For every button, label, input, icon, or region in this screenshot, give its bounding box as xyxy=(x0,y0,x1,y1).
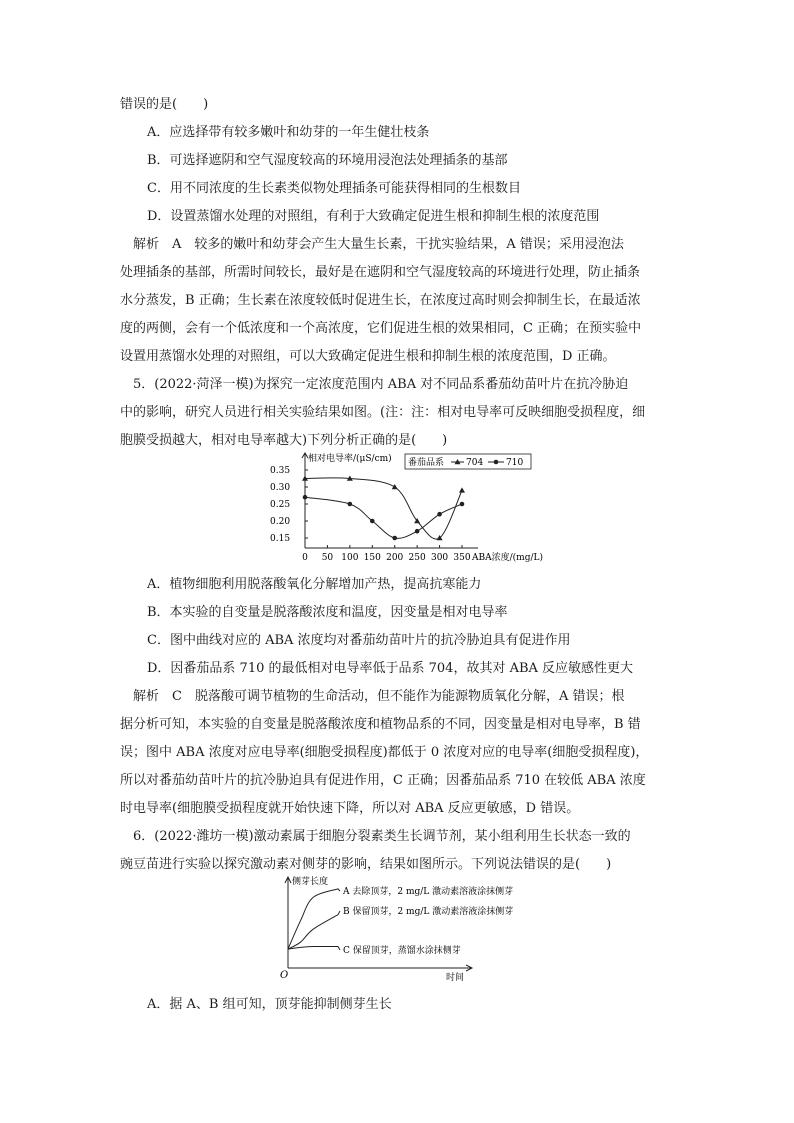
x-tick-label: 300 xyxy=(430,553,449,563)
y-tick-label: 0.35 xyxy=(270,466,291,476)
q5-stem-line: 5．(2022·菏泽一模)为探究一定浓度范围内 ABA 对不同品系番茄幼苗叶片在抗冷胁迫 xyxy=(133,377,629,392)
x-tick-label: 250 xyxy=(408,553,426,563)
q6-option-a: A．据 A、B 组可知，顶芽能抑制侧芽生长 xyxy=(147,997,392,1012)
series-line-710 xyxy=(305,497,462,538)
q4-stem-tail: 错误的是( ) xyxy=(120,97,209,112)
data-point-704 xyxy=(459,487,465,492)
q5-stem-line: 胞膜受损越大，相对电导率越大)下列分析正确的是( ) xyxy=(120,433,448,448)
legend-marker-710 xyxy=(494,460,499,465)
q5-option-c: C．图中曲线对应的 ABA 浓度均对番茄幼苗叶片的抗冷胁迫具有促进作用 xyxy=(147,633,571,648)
series-label-b: B 保留顶芽，2 mg/L 激动素溶液涂抹侧芽 xyxy=(343,907,514,917)
x-axis-label: 时间 xyxy=(446,973,465,983)
q6-stem-line: 6．(2022·潍坊一模)激动素属于细胞分裂素类生长调节剂，某小组利用生长状态一致的 xyxy=(133,829,631,844)
y-tick-label: 0.20 xyxy=(270,517,291,527)
x-tick-label: 100 xyxy=(341,553,359,563)
q4-option-c: C．用不同浓度的生长素类似物处理插条可能获得相同的生根数目 xyxy=(147,181,521,196)
x-tick-label: 150 xyxy=(363,553,381,563)
series-label-c: C 保留顶芽，蒸馏水涂抹侧芽 xyxy=(343,946,461,956)
y-tick-label: 0.30 xyxy=(270,483,291,493)
y-tick-label: 0.15 xyxy=(270,534,291,544)
data-point-710 xyxy=(370,519,375,524)
lateral-bud-growth-chart xyxy=(276,874,566,984)
q4-analysis-line: 水分蒸发，B 正确；生长素在浓度较低时促进生长，在浓度过高时则会抑制生长，在最适浓 xyxy=(120,293,641,308)
q4-analysis-line: 处理插条的基部，所需时间较长，最好是在遮阴和空气湿度较高的环境进行处理，防止插条 xyxy=(120,265,641,280)
data-point-704 xyxy=(392,484,398,489)
legend-label-710: 710 xyxy=(506,458,524,468)
data-point-710 xyxy=(392,536,397,541)
data-point-710 xyxy=(348,502,353,507)
data-point-710 xyxy=(437,512,442,517)
aba-conductivity-chart xyxy=(268,452,548,570)
x-axis-label: ABA浓度/(mg/L) xyxy=(472,553,543,563)
q4-analysis-line: 解析 A 较多的嫩叶和幼芽会产生大量生长素，干扰实验结果，A 错误；采用浸泡法 xyxy=(133,237,624,252)
legend-label-704: 704 xyxy=(466,458,484,468)
legend-title: 番茄品系 xyxy=(408,458,445,468)
q4-option-a: A．应选择带有较多嫩叶和幼芽的一年生健壮枝条 xyxy=(147,125,430,140)
origin-label: O xyxy=(280,970,289,981)
data-point-710 xyxy=(303,495,308,500)
x-tick-label: 50 xyxy=(321,553,334,563)
q4-analysis-line: 度的两侧，会有一个低浓度和一个高浓度，它们促进生根的效果相同，C 正确；在预实验中 xyxy=(120,321,642,336)
q5-analysis-line: 所以对番茄幼苗叶片的抗冷胁迫具有促进作用，C 正确；因番茄品系 710 在较低 ABA 浓度 xyxy=(120,773,646,788)
q4-option-d: D．设置蒸馏水处理的对照组，有利于大致确定促进生根和抑制生根的浓度范围 xyxy=(147,209,600,224)
q5-analysis-line: 误；图中 ABA 浓度对应电导率(细胞受损程度)都低于 0 浓度对应的电导率(细胞受损程度)， xyxy=(120,745,649,760)
q5-stem-line: 中的影响，研究人员进行相关实验结果如图。(注：注：相对电导率可反映细胞受损程度，细 xyxy=(120,405,646,420)
q5-analysis-line: 时电导率(细胞膜受损程度就开始快速下降，所以对 ABA 反应更敏感，D 错误。 xyxy=(120,801,580,816)
series-line-a xyxy=(288,889,340,949)
q5-option-d: D．因番茄品系 710 的最低相对电导率低于品系 704，故其对 ABA 反应敏感性更大 xyxy=(147,661,634,676)
series-line-c xyxy=(288,946,340,950)
q5-option-b: B．本实验的自变量是脱落酸浓度和温度，因变量是相对电导率 xyxy=(147,605,508,620)
q4-option-b: B．可选择遮阴和空气湿度较高的环境用浸泡法处理插条的基部 xyxy=(147,153,508,168)
y-tick-label: 0.25 xyxy=(270,500,291,510)
y-axis-label: 侧芽长度 xyxy=(292,877,329,887)
x-tick-label: 350 xyxy=(453,553,471,563)
y-axis-label: 相对电导率/(μS/cm) xyxy=(308,454,392,464)
series-label-a: A 去除顶芽，2 mg/L 激动素溶液涂抹侧芽 xyxy=(343,887,514,897)
q6-stem-line: 豌豆苗进行实验以探究激动素对侧芽的影响，结果如图所示。下列说法错误的是( ) xyxy=(120,857,612,872)
series-line-704 xyxy=(305,478,462,539)
q5-analysis-line: 解析 C 脱落酸可调节植物的生命活动，但不能作为能源物质氧化分解，A 错误；根 xyxy=(133,689,625,704)
x-tick-label: 0 xyxy=(302,553,308,563)
data-point-710 xyxy=(460,502,465,507)
data-point-710 xyxy=(415,529,420,534)
q5-option-a: A．植物细胞利用脱落酸氧化分解增加产热，提高抗寒能力 xyxy=(147,577,482,592)
x-tick-label: 200 xyxy=(386,553,404,563)
q5-analysis-line: 据分析可知，本实验的自变量是脱落酸浓度和植物品系的不同，因变量是相对电导率，B 错 xyxy=(120,717,641,732)
q4-analysis-line: 设置用蒸馏水处理的对照组，可以大致确定促进生根和抑制生根的浓度范围，D 正确。 xyxy=(120,349,616,364)
